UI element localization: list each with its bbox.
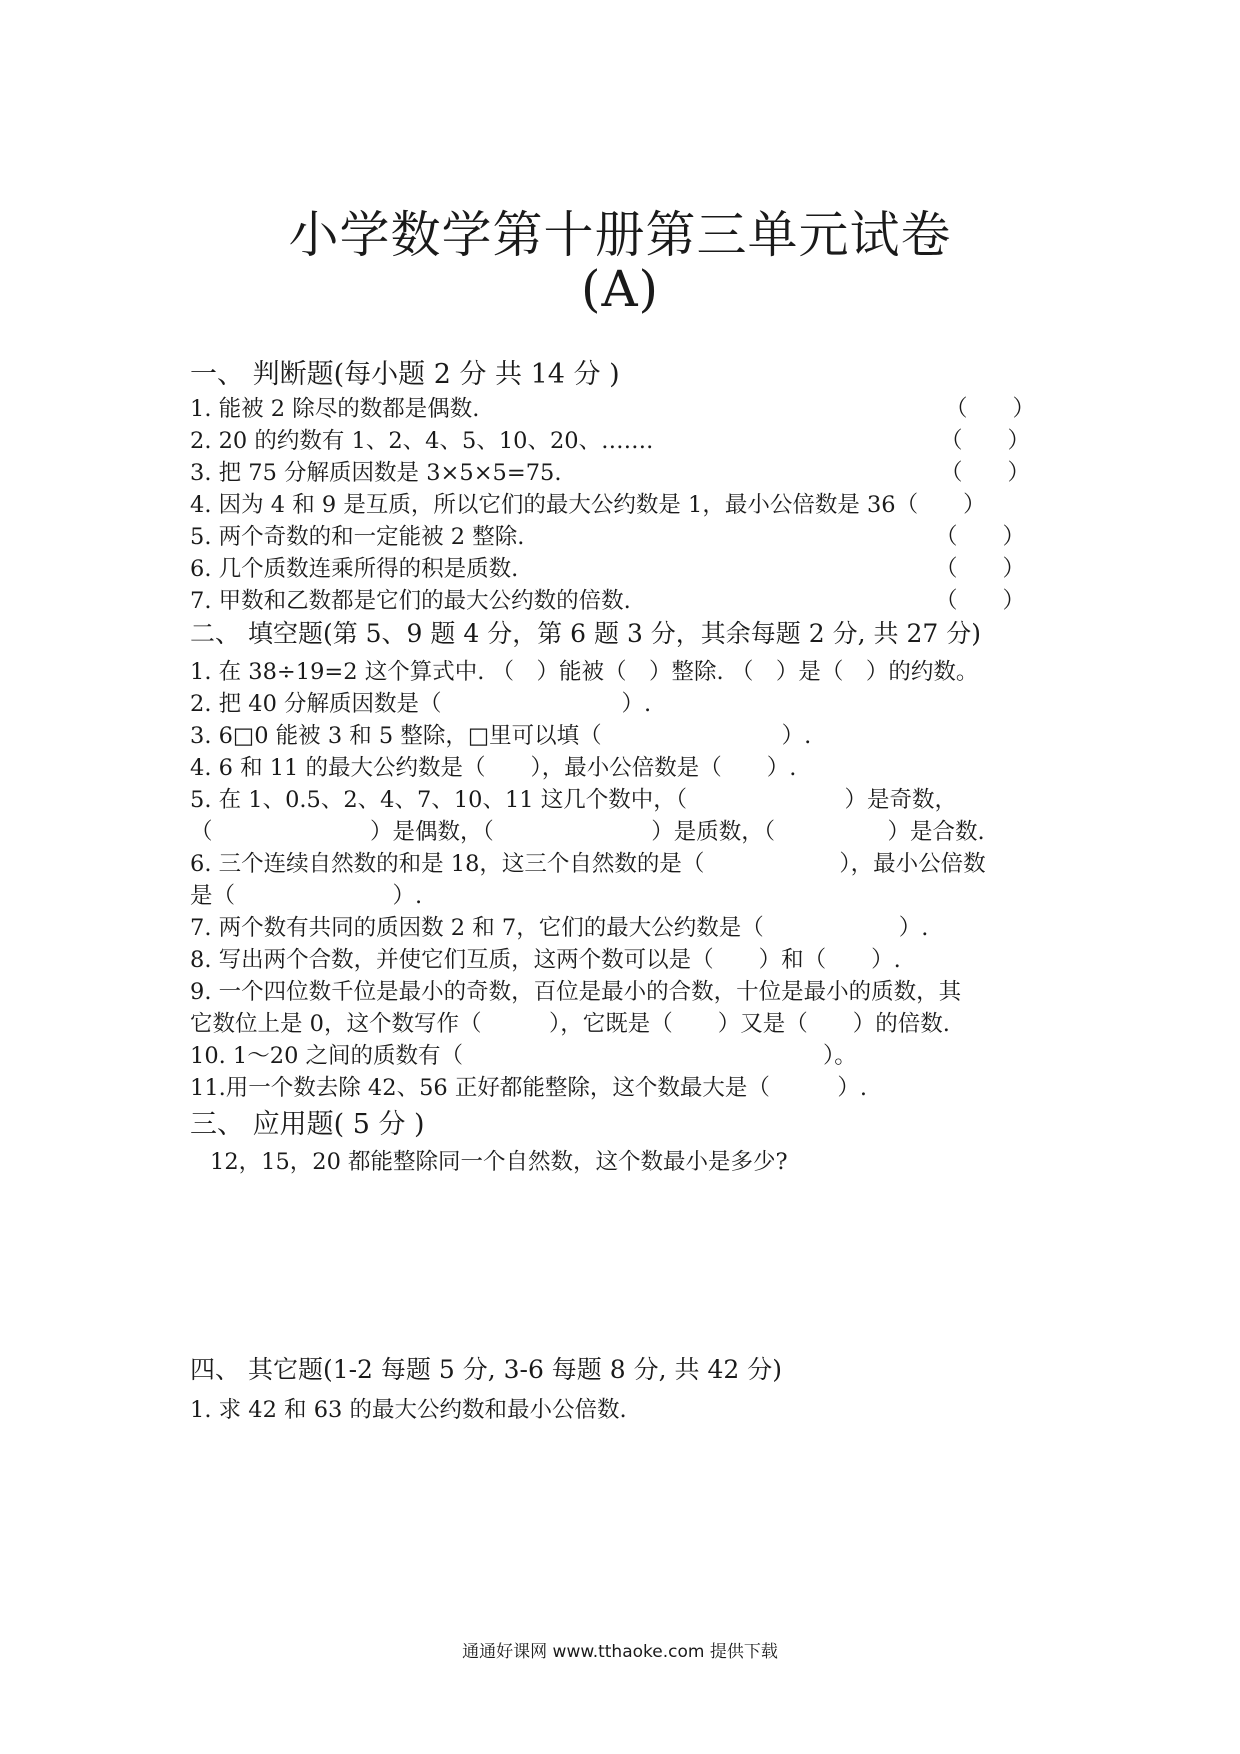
judge-answer-1: （ ） [945, 396, 1036, 422]
judge-item-1: 1. 能被 2 除尽的数都是偶数. [190, 396, 480, 422]
fill-line-2: 2. 把 40 分解质因数是（ ）. [190, 691, 652, 717]
judge-item-7: 7. 甲数和乙数都是它们的最大公约数的倍数. [190, 588, 631, 614]
judge-item-4: 4. 因为 4 和 9 是互质，所以它们的最大公约数是 1，最小公倍数是 36（ ） [190, 492, 986, 518]
judge-item-6: 6. 几个质数连乘所得的积是质数. [190, 556, 519, 582]
section-3-heading: 三、 应用题( 5 分 ) [190, 1109, 425, 1140]
judge-item-5: 5. 两个奇数的和一定能被 2 整除. [190, 524, 525, 550]
fill-line-1: 1. 在 38÷19=2 这个算式中. （ ）能被（ ）整除. （ ）是（ ）的约数。 [190, 659, 979, 685]
fill-line-13: 10. 1～20 之间的质数有（ ）。 [190, 1043, 857, 1069]
judge-answer-7: （ ） [935, 588, 1026, 614]
other-question-1: 1. 求 42 和 63 的最大公约数和最小公倍数. [190, 1397, 627, 1423]
fill-line-6: （ ）是偶数，（ ）是质数，（ ）是合数. [190, 819, 985, 845]
fill-line-5: 5. 在 1、0.5、2、4、7、10、11 这几个数中，（ ）是奇数， [190, 787, 957, 813]
fill-line-8: 是（ ）. [190, 883, 423, 909]
exam-title: 小学数学第十册第三单元试卷 [288, 206, 952, 264]
fill-line-4: 4. 6 和 11 的最大公约数是（ ），最小公倍数是（ ）. [190, 755, 797, 781]
fill-line-3: 3. 6□0 能被 3 和 5 整除，□里可以填（ ）. [190, 723, 812, 749]
fill-line-10: 8. 写出两个合数，并使它们互质，这两个数可以是（ ）和（ ）. [190, 947, 901, 973]
application-question: 12，15，20 都能整除同一个自然数，这个数最小是多少? [210, 1149, 788, 1175]
section-4-heading: 四、 其它题(1-2 每题 5 分, 3-6 每题 8 分, 共 42 分) [190, 1355, 782, 1384]
footer-credit: 通通好课网 www.tthaoke.com 提供下载 [462, 1642, 778, 1662]
judge-answer-5: （ ） [935, 524, 1026, 550]
section-2-heading: 二、 填空题(第 5、9 题 4 分，第 6 题 3 分，其余每题 2 分, 共 27 分) [190, 619, 981, 648]
judge-answer-6: （ ） [935, 556, 1026, 582]
fill-line-12: 它数位上是 0，这个数写作（ ），它既是（ ）又是（ ）的倍数. [190, 1011, 950, 1037]
judge-answer-2: （ ） [940, 428, 1031, 454]
exam-version: (A) [580, 260, 660, 318]
judge-item-3: 3. 把 75 分解质因数是 3×5×5=75. [190, 460, 562, 486]
fill-line-11: 9. 一个四位数千位是最小的奇数，百位是最小的合数，十位是最小的质数，其 [190, 979, 962, 1005]
judge-answer-3: （ ） [940, 460, 1031, 486]
fill-line-9: 7. 两个数有共同的质因数 2 和 7，它们的最大公约数是（ ）. [190, 915, 929, 941]
fill-line-14: 11.用一个数去除 42、56 正好都能整除，这个数最大是（ ）. [190, 1075, 868, 1101]
section-1-heading: 一、 判断题(每小题 2 分 共 14 分 ) [190, 359, 620, 390]
fill-line-7: 6. 三个连续自然数的和是 18，这三个自然数的是（ ），最小公倍数 [190, 851, 986, 877]
judge-item-2: 2. 20 的约数有 1、2、4、5、10、20、……. [190, 428, 654, 454]
